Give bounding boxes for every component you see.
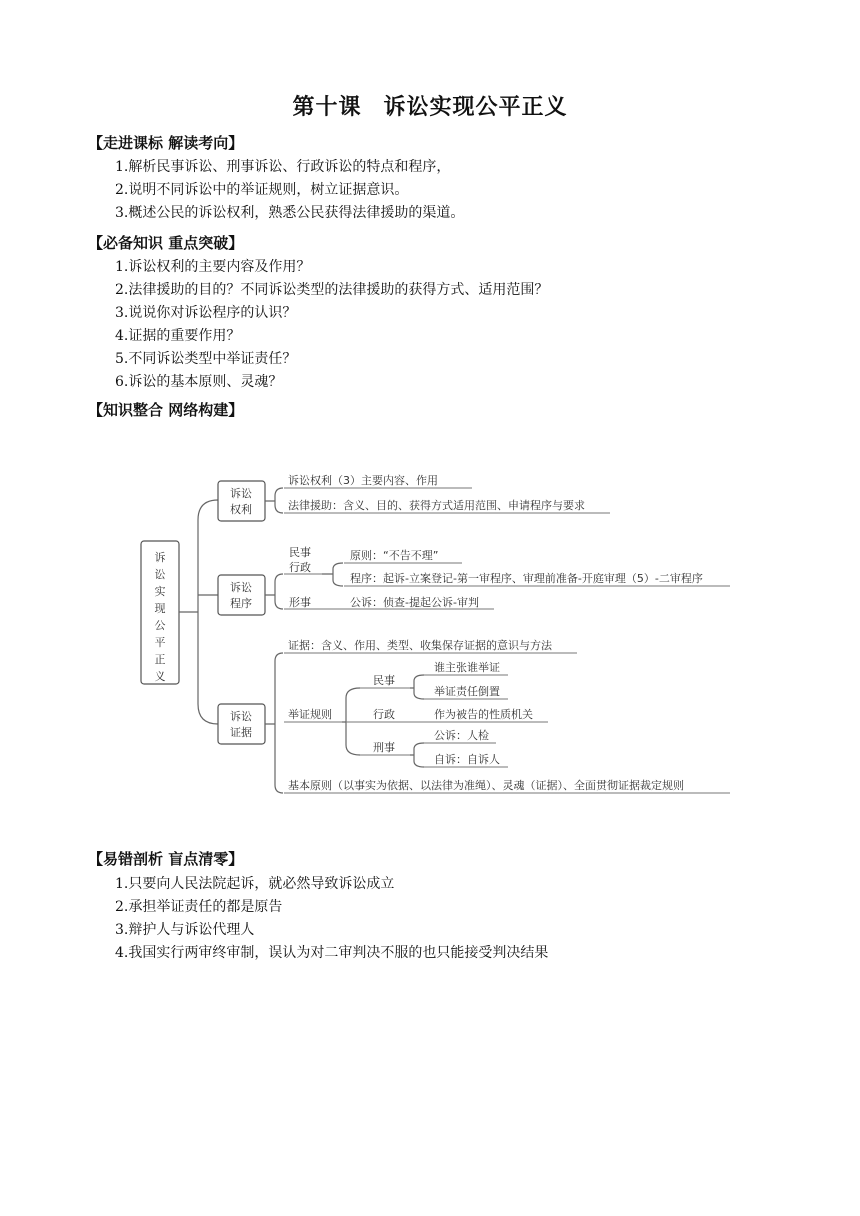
civil-rule: 谁主张谁举证 (434, 661, 500, 674)
connector (265, 574, 283, 609)
box-label: 证据 (230, 726, 252, 739)
connector (410, 743, 424, 767)
list-item: 3.概述公民的诉讼权利，熟悉公民获得法律援助的渠道。 (115, 205, 465, 221)
list-item: 3.辩护人与诉讼代理人 (115, 922, 255, 938)
connector (198, 500, 218, 724)
admin-label: 行政 (373, 708, 395, 721)
civil-admin-label: 行政 (289, 561, 311, 574)
rights-item: 诉讼权利（3）主要内容、作用 (288, 474, 438, 487)
list-item: 5.不同诉讼类型中举证责任？ (115, 351, 297, 367)
root-char: 正 (154, 653, 166, 666)
connector (410, 675, 424, 699)
section-heading-knowledge: 【必备知识 重点突破】 (88, 234, 244, 252)
box-label: 诉讼 (230, 581, 252, 594)
proof-rule-label: 举证规则 (288, 708, 332, 721)
list-item: 1.诉讼权利的主要内容及作用？ (115, 259, 311, 275)
civil-rule: 举证责任倒置 (434, 685, 500, 698)
connector (322, 563, 343, 586)
civil-admin-label: 民事 (289, 546, 311, 559)
connector (265, 653, 283, 793)
civil-label: 民事 (373, 674, 395, 687)
connector (265, 488, 283, 513)
list-item: 1.解析民事诉讼、刑事诉讼、行政诉讼的特点和程序， (115, 159, 451, 175)
criminal-label: 刑事 (373, 741, 395, 754)
rights-item: 法律援助：含义、目的、获得方式适用范围、申请程序与要求 (288, 499, 585, 512)
root-char: 义 (154, 670, 166, 683)
procedure-process: 程序：起诉-立案登记-第一审程序、审理前准备-开庭审理（5）-二审程序 (350, 572, 703, 585)
page-title: 第十课 诉讼实现公平正义 (292, 95, 568, 120)
box-label: 权利 (230, 503, 252, 516)
list-item: 2.法律援助的目的？不同诉讼类型的法律援助的获得方式、适用范围？ (115, 282, 549, 298)
list-item: 2.承担举证责任的都是原告 (115, 899, 283, 915)
procedure-prosecution: 公诉：侦查-提起公诉-审判 (350, 596, 479, 609)
list-item: 3.说说你对诉讼程序的认识？ (115, 305, 297, 321)
box-label: 诉讼 (230, 487, 252, 500)
evidence-basic: 基本原则（以事实为依据、以法律为准绳）、灵魂（证据）、全面贯彻证据裁定规则 (288, 779, 684, 792)
criminal-rule: 公诉：人检 (434, 729, 489, 742)
list-item: 4.证据的重要作用？ (115, 328, 241, 344)
root-char: 实 (154, 585, 166, 598)
list-item: 4.我国实行两审终审制，误认为对二审判决不服的也只能接受判决结果 (115, 945, 549, 961)
root-char: 诉 (154, 551, 166, 564)
root-char: 平 (154, 636, 166, 649)
box-label: 诉讼 (230, 710, 252, 723)
mistakes-list (115, 873, 548, 965)
list-item: 6.诉讼的基本原则、灵魂？ (115, 374, 283, 390)
root-char: 现 (154, 602, 166, 615)
criminal-rule: 自诉：自诉人 (434, 753, 500, 766)
evidence-meaning: 证据：含义、作用、类型、收集保存证据的意识与方法 (288, 639, 552, 652)
section-heading-network: 【知识整合 网络构建】 (88, 401, 244, 419)
section-heading-mistakes: 【易错剖析 盲点清零】 (88, 850, 244, 868)
box-label: 程序 (230, 597, 252, 610)
procedure-principle: 原则：“不告不理” (350, 549, 439, 562)
root-char: 讼 (154, 568, 166, 581)
admin-rule: 作为被告的性质机关 (434, 708, 533, 721)
root-char: 公 (154, 619, 166, 632)
list-item: 1.只要向人民法院起诉，就必然导致诉讼成立 (115, 876, 395, 892)
criminal-label: 形事 (289, 596, 311, 609)
section-heading-curriculum: 【走进课标 解读考向】 (88, 134, 244, 152)
list-item: 2.说明不同诉讼中的举证规则，树立证据意识。 (115, 182, 409, 198)
